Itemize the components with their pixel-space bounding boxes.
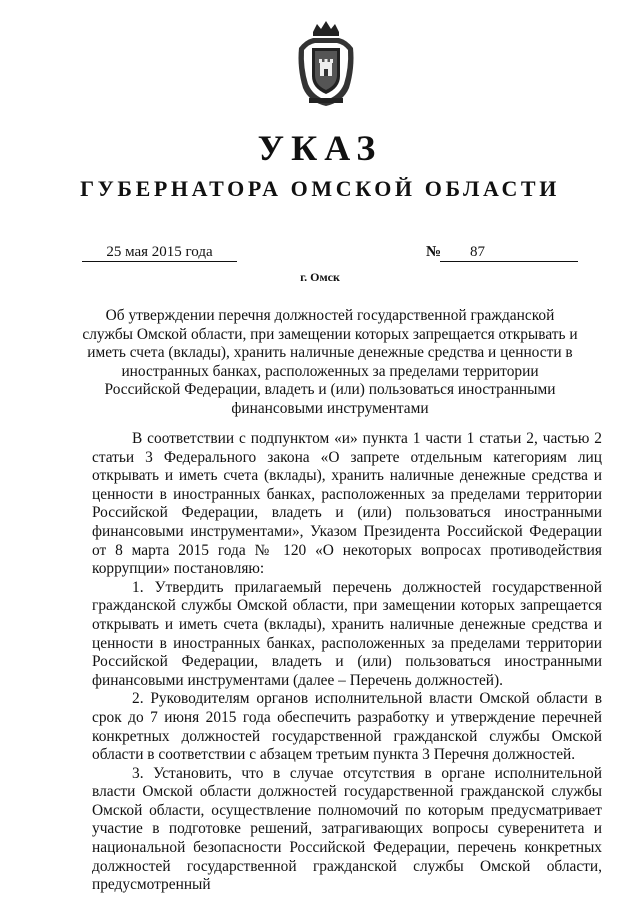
decree-issuer: ГУБЕРНАТОРА ОМСКОЙ ОБЛАСТИ (80, 176, 560, 201)
item-3-paragraph: 3. Установить, что в случае отсутствия в органе исполнительной власти Омской области должностей государственной гражданской службы Омской области, осуществление полномочий по которым предусматривает участие в подготовке решений, затрагивающих вопросы суверенитета и национальной безопасности Российской Федерации, перечень конкретных должностей государственной гражданской службы Омской области, предусмотренный (92, 764, 602, 894)
item-2-paragraph: 2. Руководителям органов исполнительной власти Омской области в срок до 7 июня 2015 года обеспечить разработку и утверждение перечней конкретных должностей государственной гражданской службы Омской области в соответствии с абзацем третьим пункта 3 Перечня должностей. (92, 690, 602, 764)
item-1-paragraph: 1. Утвердить прилагаемый перечень должностей государственной гражданской службы Омской области, при замещении которых запрещается открывать и иметь счета (вклады), хранить наличные денежные средства и ценности в иностранных банках, расположенных за пределами территории Российской Федерации, владеть и (или) пользоваться иностранными финансовыми инструментами (далее – Перечень должностей). (92, 578, 602, 689)
decree-number: 87 (440, 243, 578, 262)
decree-city: г. Омск (300, 270, 340, 284)
coat-of-arms-icon (295, 18, 357, 108)
decree-date: 25 мая 2015 года (82, 243, 237, 262)
decree-title: УКАЗ (257, 128, 383, 168)
decree-number-label: № (426, 244, 442, 260)
document-body (92, 430, 602, 895)
preamble-paragraph: В соответствии с подпунктом «и» пункта 1 части 1 статьи 2, частью 2 статьи 3 Федерального закона «О запрете отдельным категориям лиц открывать и иметь счета (вклады), хранить наличные денежные средства и ценности в иностранных банках, расположенных за пределами территории Российской Федерации, владеть и (или) пользоваться иностранными финансовыми инструментами», Указом Президента Российской Федерации от 8 марта 2015 года № 120 «О некоторых вопросах противодействия коррупции» постановляю: (92, 430, 602, 578)
document-heading: Об утверждении перечня должностей государственной гражданской службы Омской области, при замещении которых запрещается открывать и иметь счета (вклады), хранить наличные денежные средства и ценности в иностранных банках, расположенных за пределами территории Российской Федерации, владеть и (или) пользоваться иностранными финансовыми инструментами (82, 307, 578, 417)
